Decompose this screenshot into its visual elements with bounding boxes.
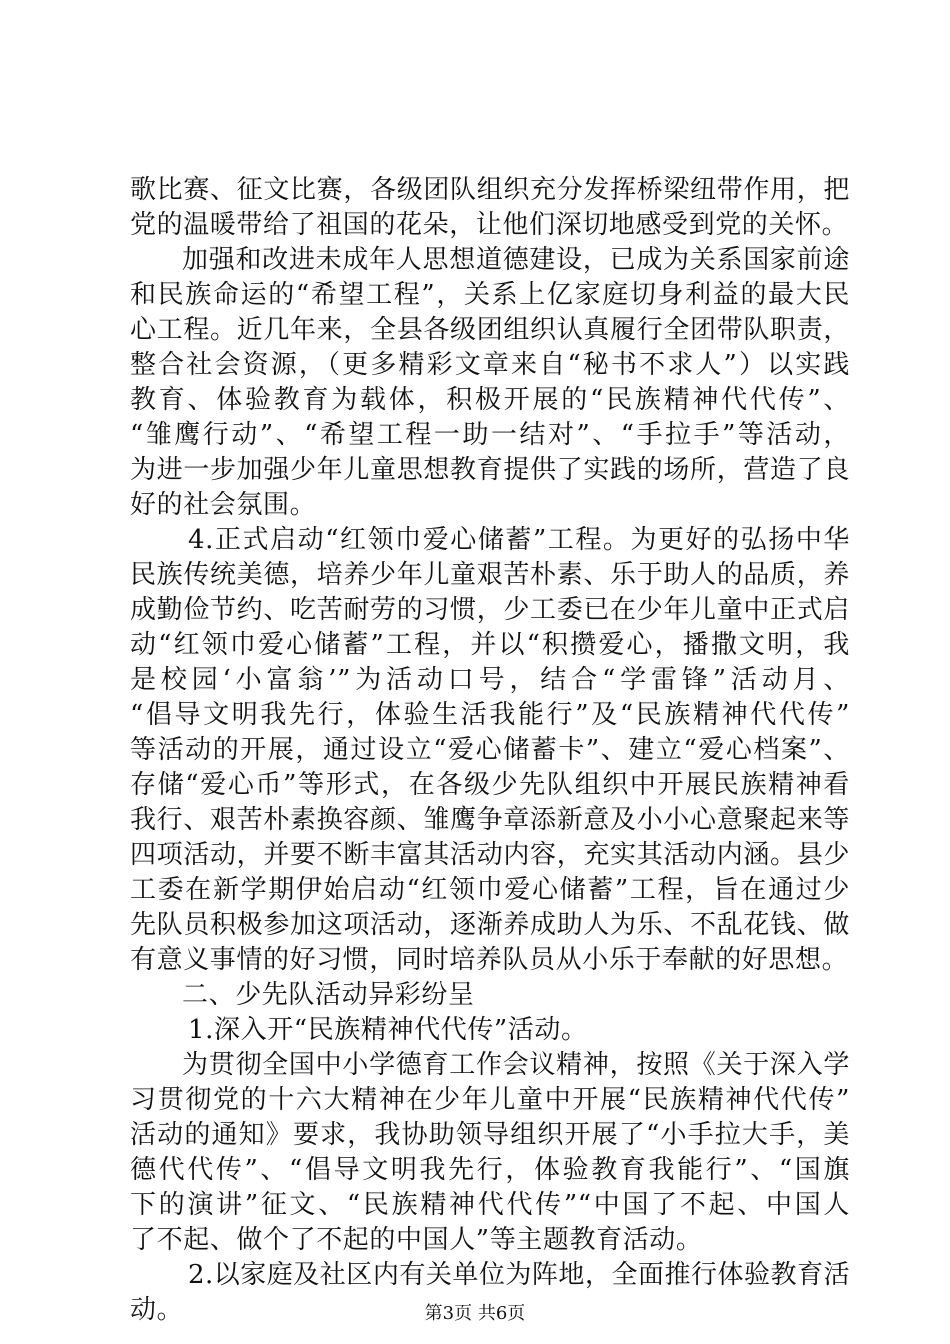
text-line: 民族传统美德，培养少年儿童艰苦朴素、乐于助人的品质，养 bbox=[130, 560, 850, 590]
text-line: 活动的通知》要求，我协助领导组织开展了“小手拉大手，美 bbox=[130, 1120, 850, 1150]
text-line: 党的温暖带给了祖国的花朵，让他们深切地感受到党的关怀。 bbox=[130, 210, 849, 240]
text-line: 了不起、做个了不起的中国人”等主题教育活动。 bbox=[130, 1225, 703, 1255]
text-line: “倡导文明我先行，体验生活我能行”及“民族精神代代传” bbox=[130, 700, 850, 730]
text-line: 有意义事情的好习惯，同时培养队员从小乐于奉献的好思想。 bbox=[130, 945, 849, 975]
text-line: 和民族命运的“希望工程”，关系上亿家庭切身利益的最大民 bbox=[130, 280, 850, 310]
text-line: 心工程。近几年来，全县各级团组织认真履行全团带队职责， bbox=[130, 315, 850, 345]
text-line: 二、少先队活动异彩纷呈 bbox=[182, 980, 475, 1010]
text-line: 工委在新学期伊始启动“红领巾爱心储蓄”工程，旨在通过少 bbox=[130, 875, 850, 905]
text-line: 为进一步加强少年儿童思想教育提供了实践的场所，营造了良 bbox=[130, 455, 850, 485]
text-line: 习贯彻党的十六大精神在少年儿童中开展“民族精神代代传” bbox=[130, 1085, 850, 1115]
text-line: 动“红领巾爱心储蓄”工程，并以“积攒爱心，播撒文明，我 bbox=[130, 630, 850, 660]
text-line: 加强和改进未成年人思想道德建设，已成为关系国家前途 bbox=[182, 245, 850, 275]
document-body bbox=[130, 173, 850, 1328]
text-line: 是校园‘小富翁’”为活动口号，结合“学雷锋”活动月、 bbox=[130, 665, 850, 695]
text-line: 4.正式启动“红领巾爱心储蓄”工程。为更好的弘扬中华 bbox=[188, 525, 850, 555]
text-line: 等活动的开展，通过设立“爱心储蓄卡”、建立“爱心档案”、 bbox=[130, 735, 850, 765]
text-line: 歌比赛、征文比赛，各级团队组织充分发挥桥梁纽带作用，把 bbox=[130, 175, 850, 205]
text-line: 2.以家庭及社区内有关单位为阵地，全面推行体验教育活 bbox=[188, 1260, 850, 1290]
text-line: 德代代传”、“倡导文明我先行，体验教育我能行”、“国旗 bbox=[130, 1155, 850, 1185]
text-line: 四项活动，并要不断丰富其活动内容，充实其活动内涵。县少 bbox=[130, 840, 850, 870]
text-line: 存储“爱心币”等形式，在各级少先队组织中开展民族精神看 bbox=[130, 770, 850, 800]
text-line: 整合社会资源，（更多精彩文章来自“秘书不求人”）以实践 bbox=[130, 350, 850, 380]
text-line: 下的演讲”征文、“民族精神代代传”“中国了不起、中国人 bbox=[130, 1190, 850, 1220]
text-line: 动。 bbox=[130, 1295, 184, 1325]
text-line: 1.深入开“民族精神代代传”活动。 bbox=[188, 1015, 588, 1045]
text-line: 成勤俭节约、吃苦耐劳的习惯，少工委已在少年儿童中正式启 bbox=[130, 595, 850, 625]
text-line: 我行、艰苦朴素换容颜、雏鹰争章添新意及小小心意聚起来等 bbox=[130, 805, 850, 835]
text-line: “雏鹰行动”、“希望工程一助一结对”、“手拉手”等活动， bbox=[130, 420, 850, 450]
text-line: 先队员积极参加这项活动，逐渐养成助人为乐、不乱花钱、做 bbox=[130, 910, 850, 940]
text-line: 教育、体验教育为载体，积极开展的“民族精神代代传”、 bbox=[130, 385, 850, 415]
text-line: 为贯彻全国中小学德育工作会议精神，按照《关于深入学 bbox=[182, 1050, 850, 1080]
page-footer: 第3页 共6页 bbox=[424, 1303, 526, 1324]
text-line: 好的社会氛围。 bbox=[130, 490, 317, 520]
